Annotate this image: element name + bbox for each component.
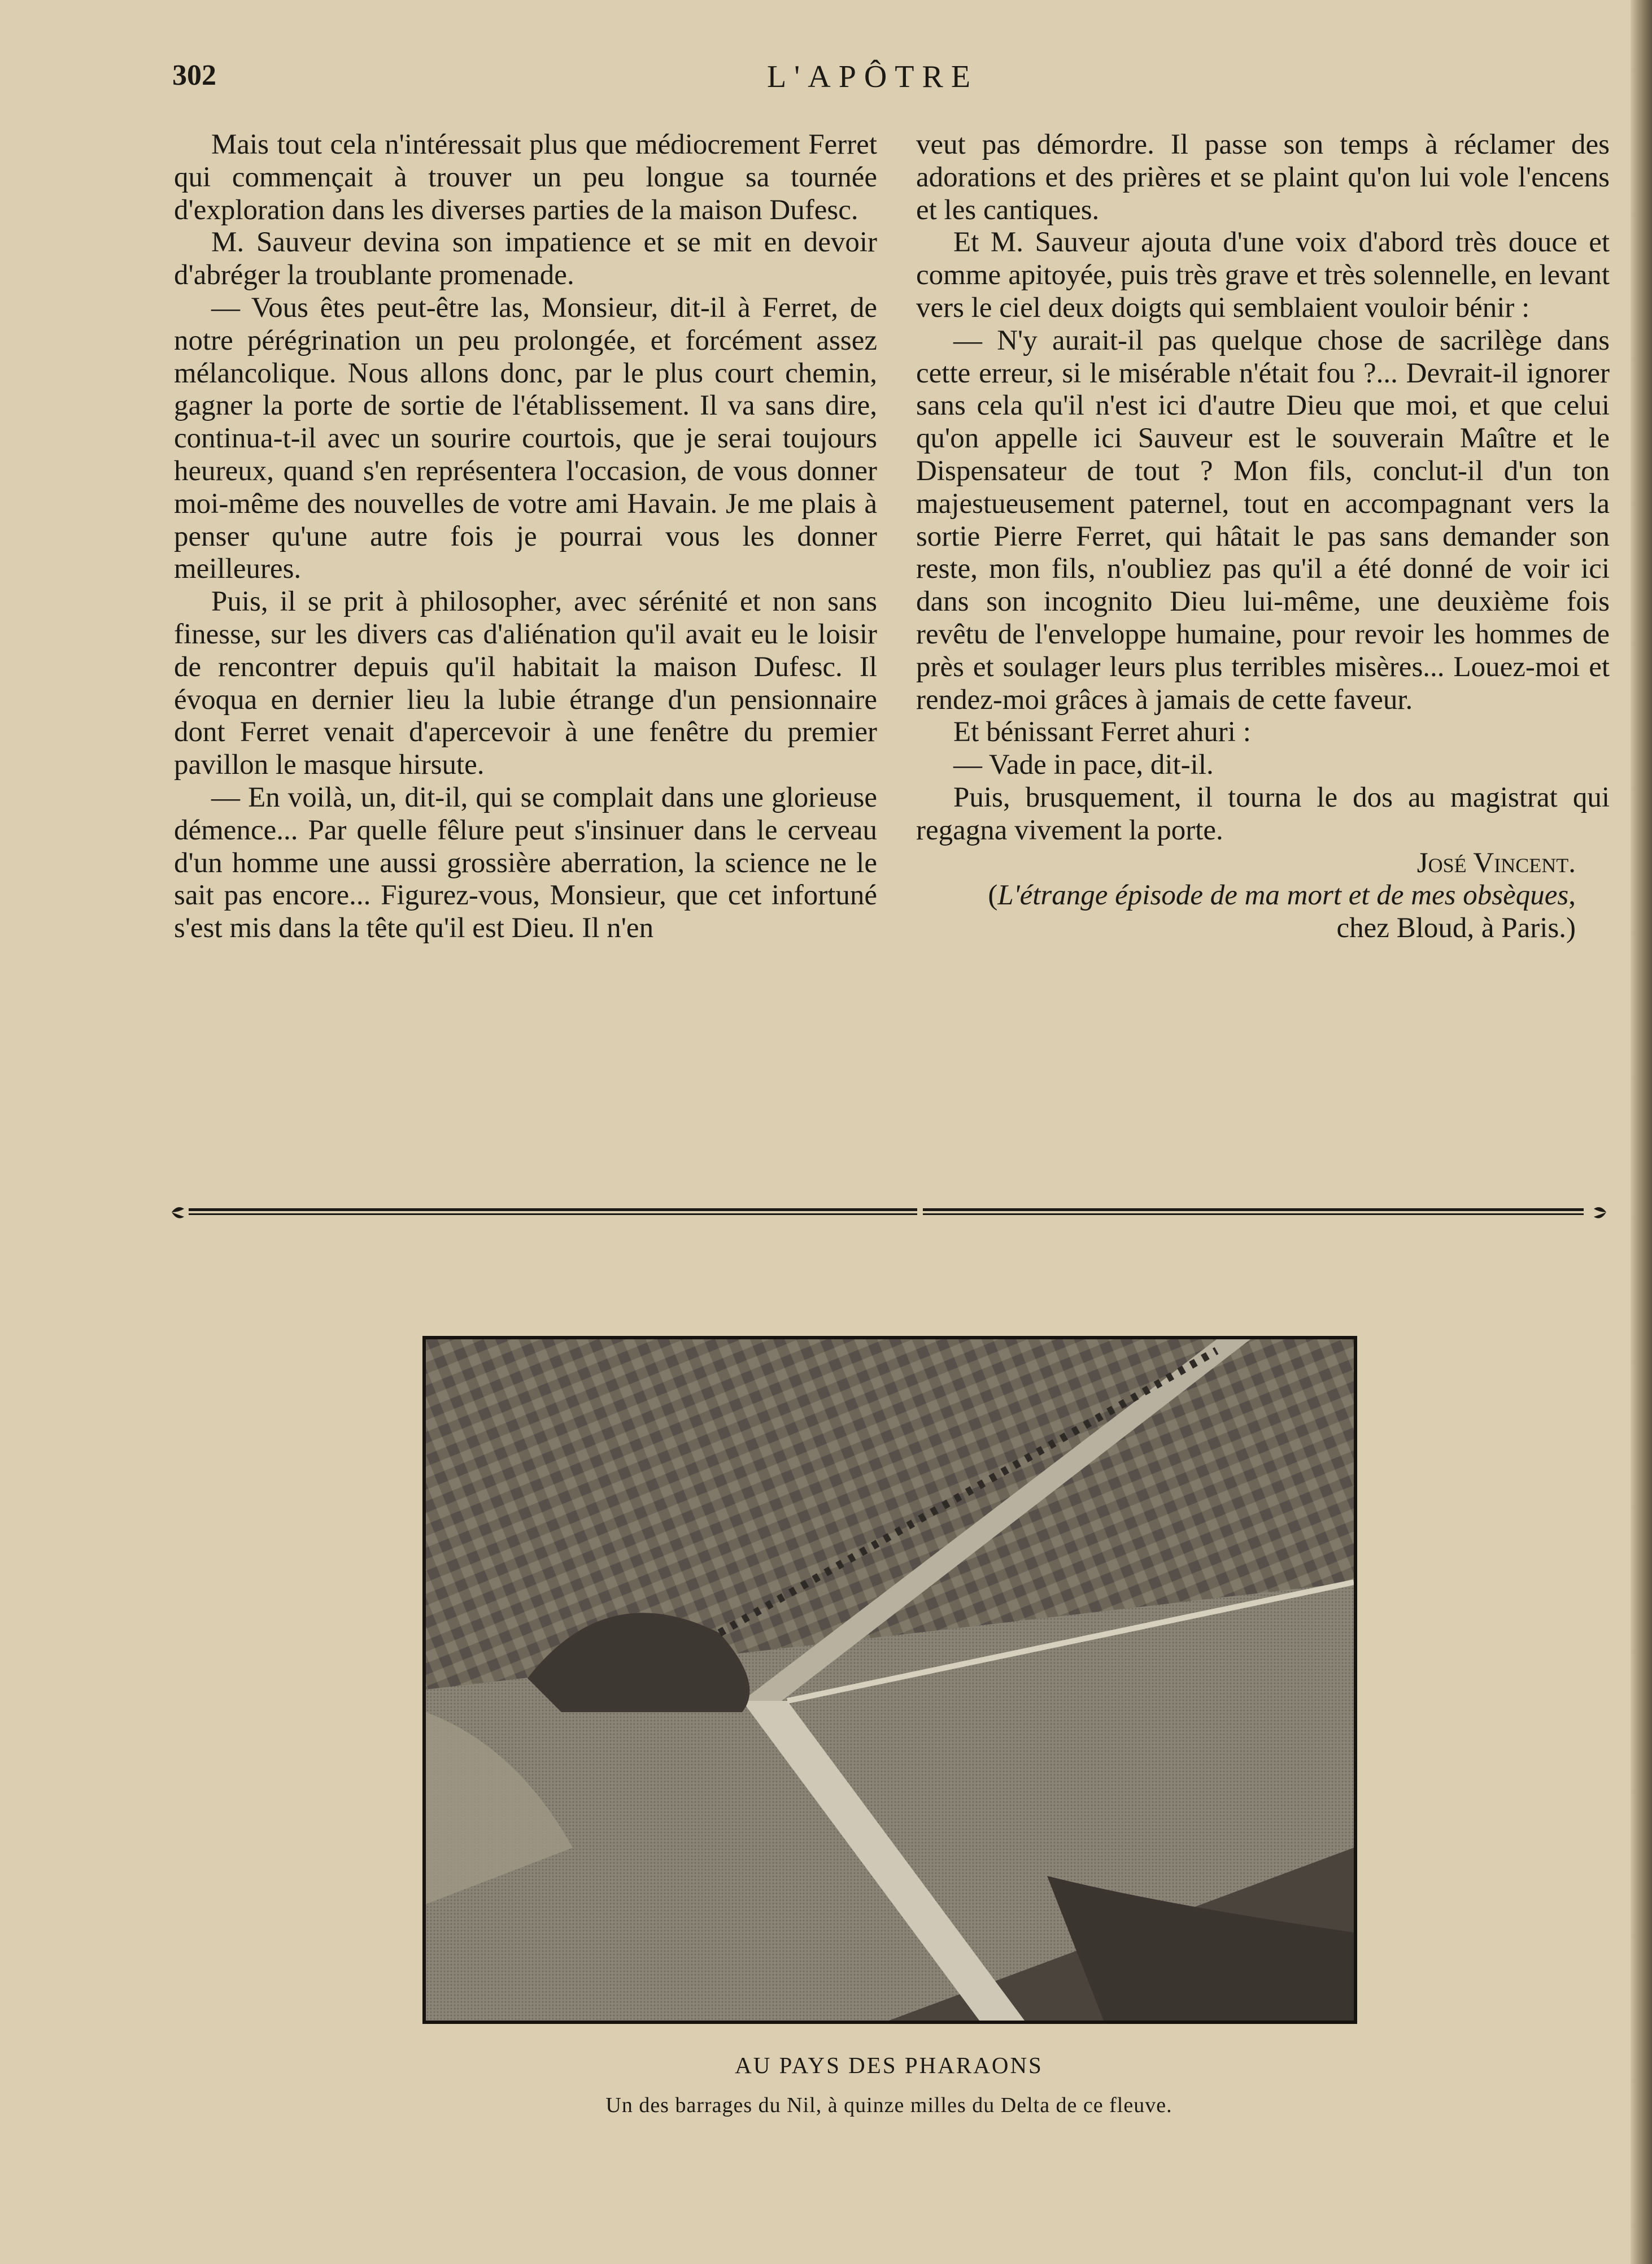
- author-name: José Vincent.: [1416, 847, 1576, 879]
- author-signature: [916, 847, 1610, 880]
- scissors-right-icon: [1594, 1207, 1606, 1218]
- source-open: (: [988, 880, 998, 912]
- paragraph-continuation: veut pas démordre. Il passe son temps à réclamer des adorations et des prières et se plaint qu'on lui vole l'encens et les cantiques.: [916, 129, 1610, 226]
- left-column: [174, 129, 877, 945]
- aerial-photo-drawing: [426, 1339, 1354, 2021]
- running-head: [172, 54, 1573, 105]
- paragraph: M. Sauveur devina son impatience et se mit en devoir d'abréger la troublante promenade.: [174, 227, 877, 291]
- paragraph: Puis, brusquement, il tourna le dos au magistrat qui regagna vivement la porte.: [916, 781, 1610, 846]
- paragraph: Mais tout cela n'intéressait plus que médiocrement Ferret qui commençait à trouver un peu longue sa tournée d'exploration dans les diverses parties de la maison Dufesc.: [174, 129, 877, 226]
- nile-barrage-photo: [422, 1336, 1357, 2024]
- journal-title: L'APÔTRE: [766, 59, 979, 94]
- paragraph: — Vous êtes peut-être las, Monsieur, dit-il à Ferret, de notre pérégrination un peu prolongée, et forcément assez mélancolique. Nous allons donc, par le plus court chemin, gagner la porte de sortie de l'établissement. Il va sans dire, continua-t-il avec un sourire courtois, que je serai toujours heureux, quand s'en représentera l'occasion, de vous donner moi-même des nouvelles de votre ami Havain. Je me plais à penser qu'une autre fois je pourrai vous les donner meilleures.: [174, 291, 877, 585]
- paragraph: — En voilà, un, dit-il, qui se complait dans une glorieuse démence... Par quelle fêlure peut s'insinuer dans le cerveau d'un homme une aussi grossière aberration, la science ne le sait pas encore... Figurez-vous, Monsieur, que cet infortuné s'est mis dans la tête qu'il est Dieu. Il n'en: [174, 781, 877, 944]
- source-publisher: , chez Bloud, à Paris.: [1336, 880, 1576, 944]
- page-edge: [1631, 0, 1652, 2264]
- source-close: ): [1566, 912, 1576, 944]
- paragraph: Et M. Sauveur ajouta d'une voix d'abord très douce et comme apitoyée, puis très grave et très solennelle, en levant vers le ciel deux doigts qui semblaient vouloir bénir :: [916, 227, 1610, 324]
- paragraph: Et bénissant Ferret ahuri :: [953, 716, 1251, 748]
- page-number: 302: [172, 59, 216, 92]
- right-column: [916, 129, 1610, 945]
- paragraph: — Vade in pace, dit-il.: [953, 749, 1214, 781]
- ornamental-rule: [169, 1201, 1609, 1224]
- paragraph: — N'y aurait-il pas quelque chose de sacrilège dans cette erreur, si le misérable n'était fou ?... Devrait-il ignorer sans cela qu'il n'est ici d'autre Dieu que moi, et que celui qu'on appelle ici Sauveur est le souverain Maître et le Dispensateur de tout ? Mon fils, conclut-il d'un ton majestueusement paternel, tout en accompagnant vers la sortie Pierre Ferret, qui hâtait le pas sans demander son reste, mon fils, n'oubliez pas qu'il a été donné de voir ici dans son incognito Dieu lui-même, une deuxième fois revêtu de l'enveloppe humaine, pour revoir les hommes de près et soulager leurs plus terribles misères... Louez-moi et rendez-moi grâces à jamais de cette faveur.: [916, 324, 1610, 716]
- paragraph: Puis, il se prit à philosopher, avec sérénité et non sans finesse, sur les divers cas d'aliénation qu'il avait eu le loisir de rencontrer depuis qu'il habitait la maison Dufesc. Il évoqua en dernier lieu la lubie étrange d'un pensionnaire dont Ferret venait d'apercevoir à une fenêtre du premier pavillon le masque hirsute.: [174, 586, 877, 781]
- source-citation: [916, 880, 1610, 945]
- photo-caption-text: Un des barrages du Nil, à quinze milles du Delta de ce fleuve.: [605, 2093, 1172, 2117]
- scissors-left-icon: [172, 1207, 184, 1218]
- photo-caption-title: AU PAYS DES PHARAONS: [735, 2052, 1043, 2078]
- source-title: L'étrange épisode de ma mort et de mes obsèques: [997, 880, 1569, 912]
